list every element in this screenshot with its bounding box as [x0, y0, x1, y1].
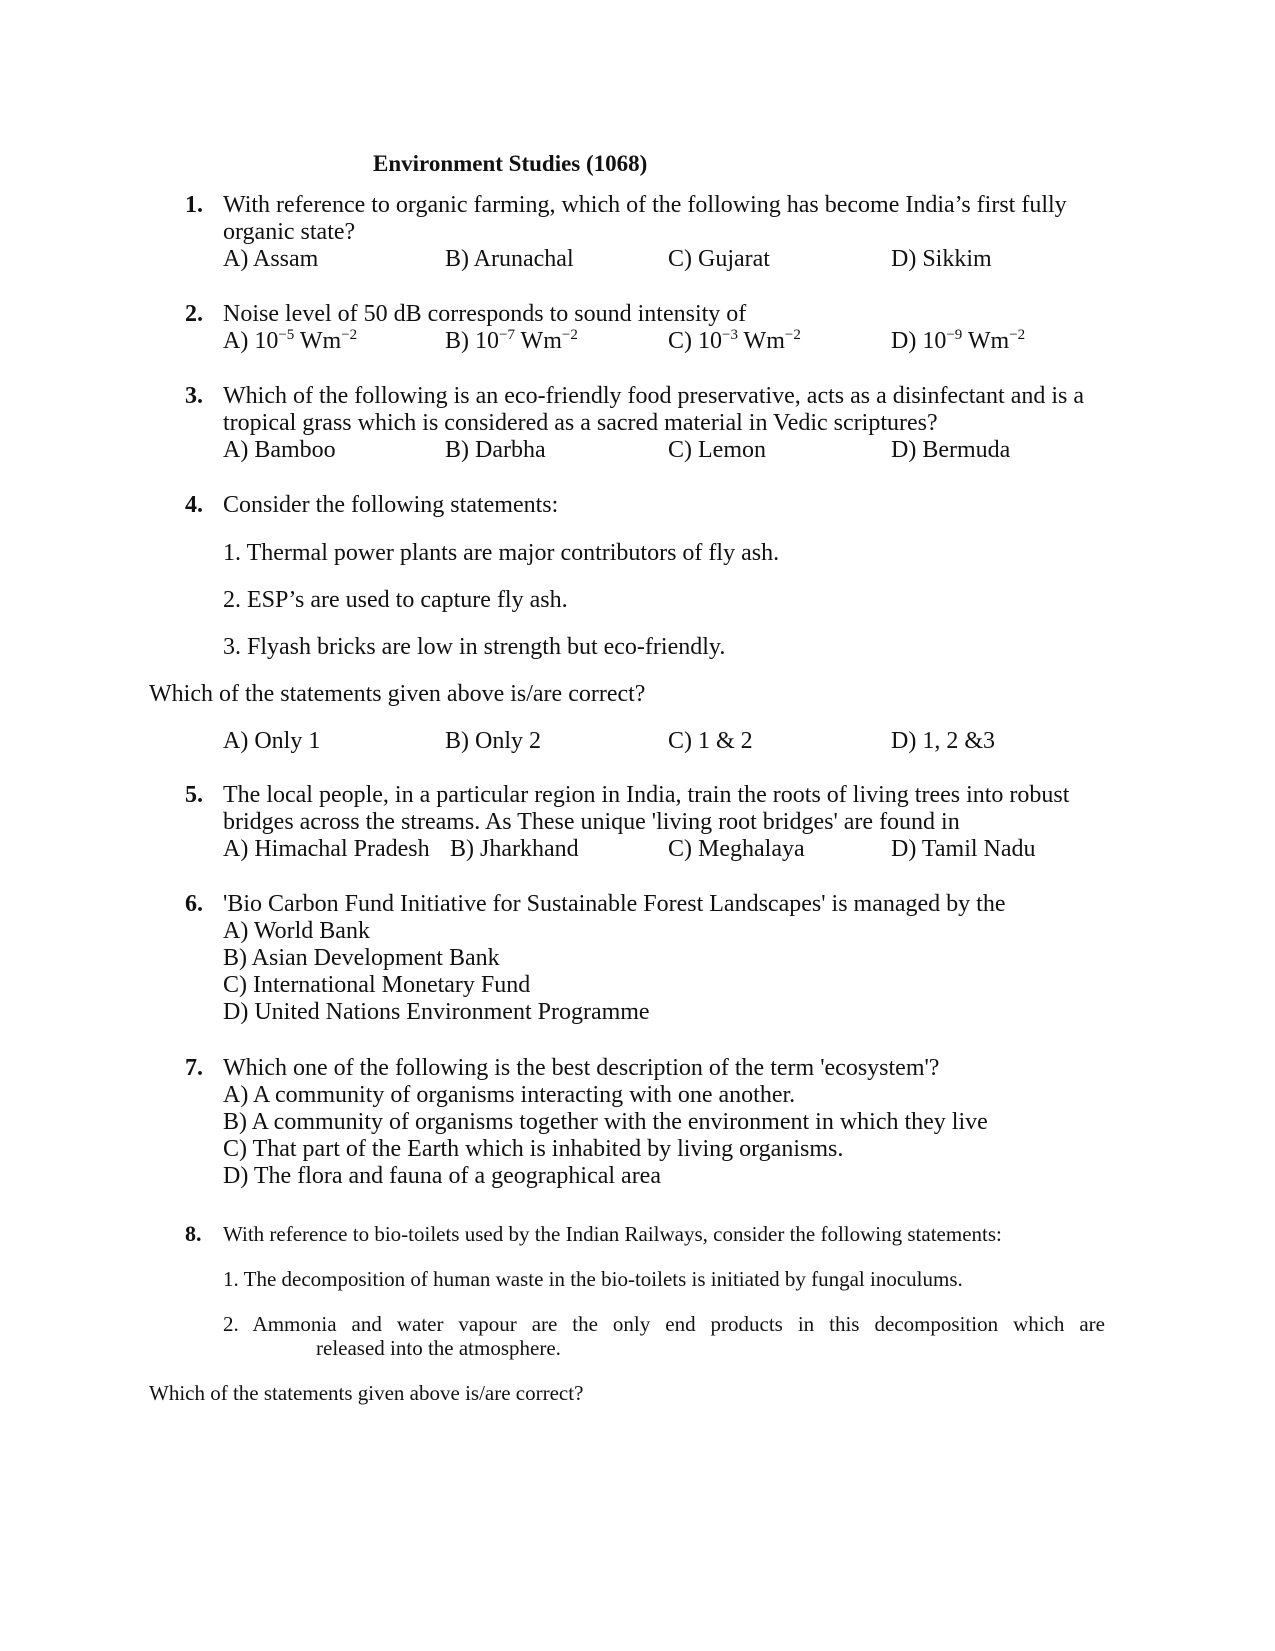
option-d: D) The flora and fauna of a geographical area: [223, 1163, 661, 1189]
option-b: B) A community of organisms together with the environment in which they live: [223, 1109, 988, 1135]
page-title: Environment Studies (1068): [373, 151, 648, 176]
question-number: 2.: [185, 301, 203, 327]
option-c: C) Gujarat: [668, 246, 770, 272]
option-d: D) United Nations Environment Programme: [223, 999, 650, 1025]
option-d: D) Bermuda: [891, 437, 1011, 463]
question-text: Consider the following statements:: [223, 492, 559, 518]
question-number: 5.: [185, 782, 203, 808]
statement-2-continued: released into the atmosphere.: [316, 1336, 561, 1360]
option-c: C) Meghalaya: [668, 836, 805, 862]
options-row: [223, 836, 1123, 864]
question-number: 3.: [185, 383, 203, 409]
statement-2: 2. Ammonia and water vapour are the only end products in this decomposition which are: [223, 1312, 1105, 1336]
question-number: 4.: [185, 492, 203, 518]
question-prompt: Which of the statements given above is/are correct?: [149, 681, 646, 707]
options-row: [223, 328, 1123, 356]
question-number: 7.: [185, 1055, 203, 1081]
statement-1: 1. Thermal power plants are major contributors of fly ash.: [223, 540, 780, 566]
options-row: [223, 728, 1123, 756]
question-text: With reference to bio-toilets used by the Indian Railways, consider the following statements:: [223, 1222, 1002, 1246]
option-c: C) Lemon: [668, 437, 766, 463]
option-d: D) Sikkim: [891, 246, 992, 272]
option-b: B) Darbha: [445, 437, 546, 463]
option-d: D) $10^{-9}$ $Wm^{-2}$: [891, 327, 1026, 354]
option-d: D) 1, 2 &3: [891, 728, 995, 754]
statement-2: 2. ESP’s are used to capture fly ash.: [223, 587, 568, 613]
question-text: Noise level of 50 dB corresponds to sound intensity of: [223, 301, 747, 327]
option-a: A) $10^{-5}$ $Wm^{-2}$: [223, 327, 358, 354]
option-a: A) Only 1: [223, 728, 321, 754]
option-b: B) Jharkhand: [450, 836, 579, 862]
options-row: [223, 437, 1123, 465]
option-c: C) International Monetary Fund: [223, 972, 531, 998]
option-a: A) World Bank: [223, 918, 370, 944]
option-d: D) Tamil Nadu: [891, 836, 1036, 862]
option-b: B) Asian Development Bank: [223, 945, 500, 971]
options-row: [223, 246, 1123, 274]
question-number: 8.: [185, 1221, 202, 1246]
option-b: B) $10^{-7}$ $Wm^{-2}$: [445, 327, 578, 354]
option-b: B) Only 2: [445, 728, 541, 754]
option-a: A) Himachal Pradesh: [223, 836, 430, 862]
question-number: 1.: [185, 192, 203, 218]
option-c: C) That part of the Earth which is inhabited by living organisms.: [223, 1136, 844, 1162]
statement-1: 1. The decomposition of human waste in the bio-toilets is initiated by fungal inoculums.: [223, 1267, 963, 1291]
question-text: 'Bio Carbon Fund Initiative for Sustainable Forest Landscapes' is managed by the: [223, 891, 1006, 917]
question-text: The local people, in a particular region in India, train the roots of living trees into robust bridges across the streams. As These unique 'living root bridges' are found in: [223, 782, 1070, 835]
question-prompt: Which of the statements given above is/are correct?: [149, 1381, 584, 1405]
option-b: B) Arunachal: [445, 246, 574, 272]
question-number: 6.: [185, 891, 203, 917]
option-a: A) A community of organisms interacting with one another.: [223, 1082, 796, 1108]
question-text: Which one of the following is the best description of the term 'ecosystem'?: [223, 1055, 940, 1081]
option-c: C) 1 & 2: [668, 728, 753, 754]
question-text: With reference to organic farming, which of the following has become India’s first fully organic state?: [223, 192, 1067, 245]
question-text: Which of the following is an eco-friendly food preservative, acts as a disinfectant and is a tropical grass which is considered as a sacred material in Vedic scriptures?: [223, 383, 1085, 436]
option-a: A) Bamboo: [223, 437, 336, 463]
option-c: C) $10^{-3}$ $Wm^{-2}$: [668, 327, 801, 354]
option-a: A) Assam: [223, 246, 319, 272]
statement-3: 3. Flyash bricks are low in strength but eco-friendly.: [223, 634, 726, 660]
